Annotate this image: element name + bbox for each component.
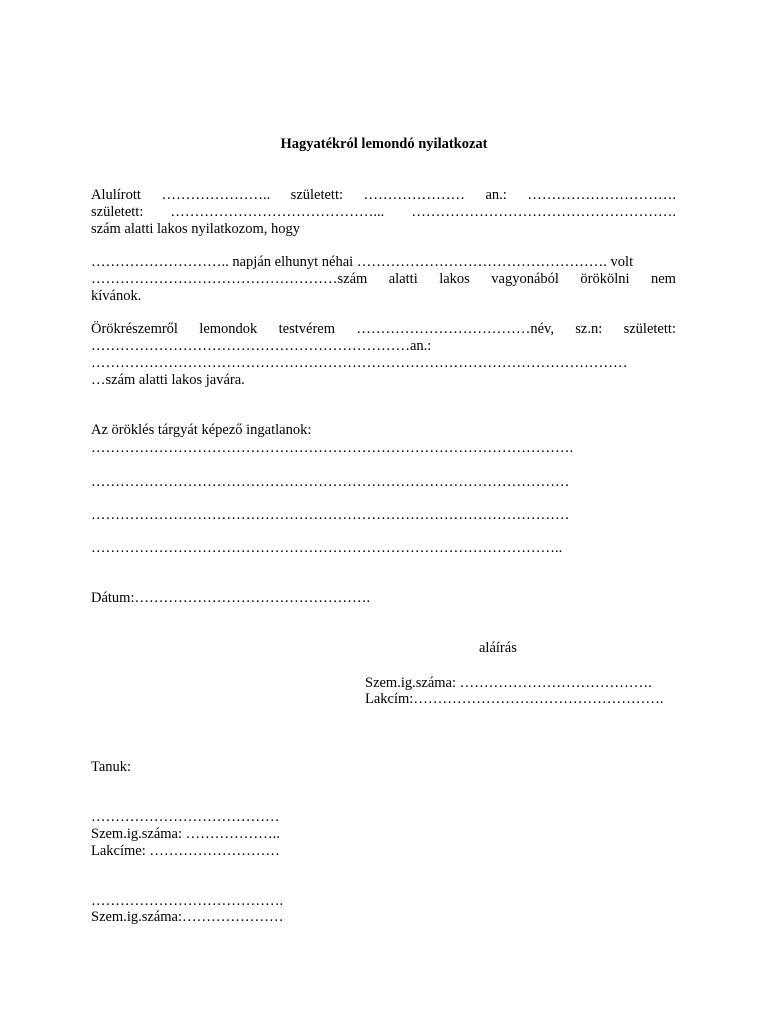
property-line-2: ……………………………………………………………………………………… — [91, 474, 570, 490]
witness-1-dots: ………………………………… — [91, 809, 280, 825]
property-line-1: ………………………………………………………………………………………. — [91, 440, 574, 456]
property-label: Az öröklés tárgyát képező ingatlanok: — [91, 422, 312, 438]
deceased-paragraph — [91, 254, 676, 305]
waiver-row-3: ………………………………………………………………………………………………… — [91, 355, 628, 371]
property-line-3: ……………………………………………………………………………………… — [91, 507, 570, 523]
waiver-row-2: …………………………………………………………an.: — [91, 338, 432, 354]
waiver-row-4: …szám alatti lakos javára. — [91, 372, 245, 388]
signature-label: aláírás — [479, 640, 517, 656]
signature-id-line: Szem.ig.száma: …………………………………. — [365, 675, 652, 691]
deceased-row-1: ……………………….. napján elhunyt néhai ……………………………………………. volt — [91, 254, 634, 270]
waiver-row-1: Örökrészemről lemondok testvérem ………………………………név, sz.n: született: — [91, 321, 676, 337]
witness-1-address-line: Lakcíme: ……………………… — [91, 843, 280, 859]
waiver-paragraph — [91, 321, 676, 389]
declarant-row-1: Alulírott ………………….. született: ………………… an.: …………………………. — [91, 187, 676, 203]
document-title: Hagyatékról lemondó nyilatkozat — [280, 136, 488, 152]
deceased-row-3: kívánok. — [91, 288, 142, 304]
declarant-paragraph — [91, 187, 676, 238]
witness-1-id-line: Szem.ig.száma: ……………….. — [91, 826, 280, 842]
date-line: Dátum:…………………………………………. — [91, 590, 371, 606]
property-line-4: …………………………………………………………………………………….. — [91, 540, 563, 556]
witnesses-label: Tanuk: — [91, 759, 132, 775]
deceased-row-2: ……………………………………………szám alatti lakos vagyonából örökölni nem — [91, 271, 676, 287]
declarant-row-2: született: ……………………………………... ………………………………………………. — [91, 204, 676, 220]
witness-2-id-line: Szem.ig.száma:………………… — [91, 909, 284, 925]
witness-2-dots: …………………………………. — [91, 893, 284, 909]
declarant-row-3: szám alatti lakos nyilatkozom, hogy — [91, 221, 300, 237]
signature-address-line: Lakcím:……………………………………………. — [365, 691, 664, 707]
